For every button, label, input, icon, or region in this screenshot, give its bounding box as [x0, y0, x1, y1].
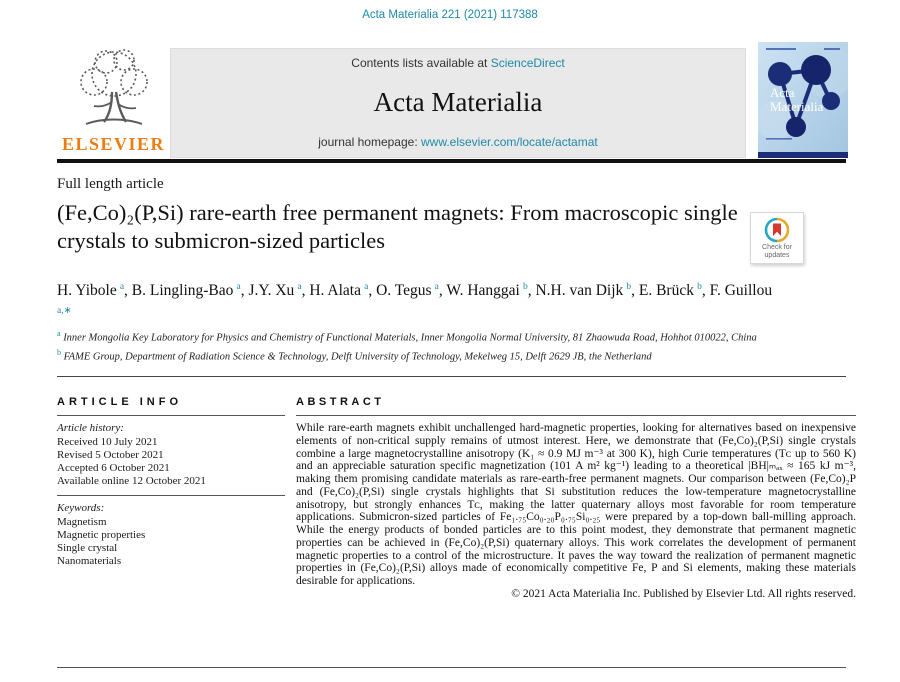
abstract-rule	[296, 415, 856, 416]
history-received: Received 10 July 2021	[57, 435, 158, 448]
keyword-1: Magnetism	[57, 515, 107, 528]
abstract-heading: ABSTRACT	[296, 396, 385, 408]
abstract-section	[296, 396, 856, 601]
keyword-2: Magnetic properties	[57, 529, 146, 542]
article-type-label: Full length article	[57, 176, 164, 192]
author: F. Guillou $^{a,∗}$	[57, 282, 773, 317]
author: J.Y. Xu $^a$	[248, 282, 302, 300]
history-accepted: Accepted 6 October 2021	[57, 461, 170, 474]
journal-citation: Acta Materialia 221 (2021) 117388	[362, 9, 538, 21]
history-revised: Revised 5 October 2021	[57, 448, 164, 461]
author: W. Hanggai $^b$	[446, 282, 528, 300]
abstract-text: While rare-earth magnets exhibit unchallenged hard-magnetic properties, looking for alternatives based on inexpensive elements of non-critical supply remains of utmost interest. Here, we demonstrate that (Fe,Co)₂(P,Si) single crystals combine a large magnetocrystalline anisotropy (K₁ ≈ 0.9 MJ m⁻³ at 300 K), high Curie temperatures (Tᴄ up to 560 K) and an appreciable saturation specific magnetization (101 A m² kg⁻¹) leading to a theoretical |BH|ₘₐₓ ≈ 165 kJ m⁻³, making them promising candidate materials as rare-earth-free permanent magnets. Our comparison between (Fe,Co)₂P and (Fe,Co)₂(P,Si) single crystals highlights that Si substitution reduces the low-temperature magnetocrystalline anisotropy, but strongly enhances Tᴄ, making the latter quaternary alloys most favorable for room temperature applications. Submicron-sized particles of Fe₁.₇₅Co₀.₂₀P₀.₇₅Si₀.₂₅ were prepared by a top-down ball-milling approach. While the energy products of bonded particles are to this point modest, they demonstrate that permanent magnetic properties can be achieved in (Fe,Co)₂(P,Si) quaternary alloys. This work correlates the development of permanent magnetic properties to a control of the microstructure. It paves the way toward the realization of permanent magnetic properties in (Fe,Co)₂(P,Si) alloys made of economically competitive Fe, P and Si elements, making these materials desirable for applications.	[296, 422, 856, 587]
author-list: H. Yibole $^a$, B. Lingling-Bao $^a$, J.Y. Xu $^a$, H. Alata $^a$, O. Tegus $^a$, W. Hanggai $^b$, N.H. van Dijk $^b$, E. Brück $^b$, F. Guillou $^{a,∗}$	[57, 277, 777, 325]
cover-title-line1: Acta	[770, 85, 795, 100]
elsevier-logo	[57, 44, 170, 158]
author: O. Tegus $^a$	[376, 282, 439, 300]
article-info-rule-top	[57, 415, 285, 416]
article-title: (Fe,Co)₂(P,Si) rare-earth free permanent magnets: From macroscopic single crystals to submicron-sized particles	[57, 200, 738, 253]
journal-name: Acta Materialia	[373, 87, 543, 117]
contents-list-line	[351, 56, 564, 70]
homepage-line	[318, 135, 598, 149]
journal-masthead-banner	[170, 48, 746, 158]
affiliation-list	[57, 327, 849, 364]
check-updates-label: Check for updates	[762, 244, 792, 259]
author: H. Alata $^a$	[309, 282, 369, 300]
article-info-section	[57, 396, 285, 569]
author: H. Yibole $^a$	[57, 282, 125, 300]
sciencedirect-link[interactable]: ScienceDirect	[490, 56, 565, 70]
history-online: Available online 12 October 2021	[57, 475, 206, 488]
journal-homepage-link[interactable]: www.elsevier.com/locate/actamat	[421, 135, 598, 149]
keyword-3: Single crystal	[57, 542, 118, 555]
cover-title-line2: Materialia	[770, 99, 824, 114]
elsevier-tree-icon	[66, 44, 162, 136]
author: B. Lingling-Bao $^a$	[131, 282, 241, 300]
article-history-label: Article history:	[57, 422, 124, 434]
homepage-label: journal homepage:	[318, 135, 421, 149]
journal-cover-thumbnail	[758, 42, 848, 158]
affiliation-a: $^a$ Inner Mongolia Key Laboratory for Physics and Chemistry of Functional Materials, Inner Mongolia Normal University, 81 Zhaowuda Road, Hohhot 010022, China	[57, 329, 757, 344]
keyword-4: Nanomaterials	[57, 555, 122, 568]
section-divider-rule	[57, 376, 846, 377]
article-info-rule-mid	[57, 495, 285, 496]
affiliation-b: $^b$ FAME Group, Department of Radiation Science & Technology, Delft University of Technology, Mekelweg 15, Delft 2629 JB, the Netherland	[57, 347, 652, 362]
article-info-heading: ARTICLE INFO	[57, 396, 182, 408]
contents-list-text: Contents lists available at	[351, 56, 491, 70]
keywords-label: Keywords:	[57, 502, 105, 515]
masthead-rule	[57, 159, 846, 163]
copyright-line: © 2021 Acta Materialia Inc. Published by Elsevier Ltd. All rights reserved.	[511, 587, 856, 600]
elsevier-wordmark: ELSEVIER	[61, 134, 166, 154]
author: E. Brück $^b$	[638, 282, 702, 300]
footnote-rule	[57, 667, 846, 668]
check-updates-icon	[764, 217, 790, 243]
author: N.H. van Dijk $^b$	[535, 282, 632, 300]
check-for-updates-badge[interactable]	[750, 212, 804, 264]
